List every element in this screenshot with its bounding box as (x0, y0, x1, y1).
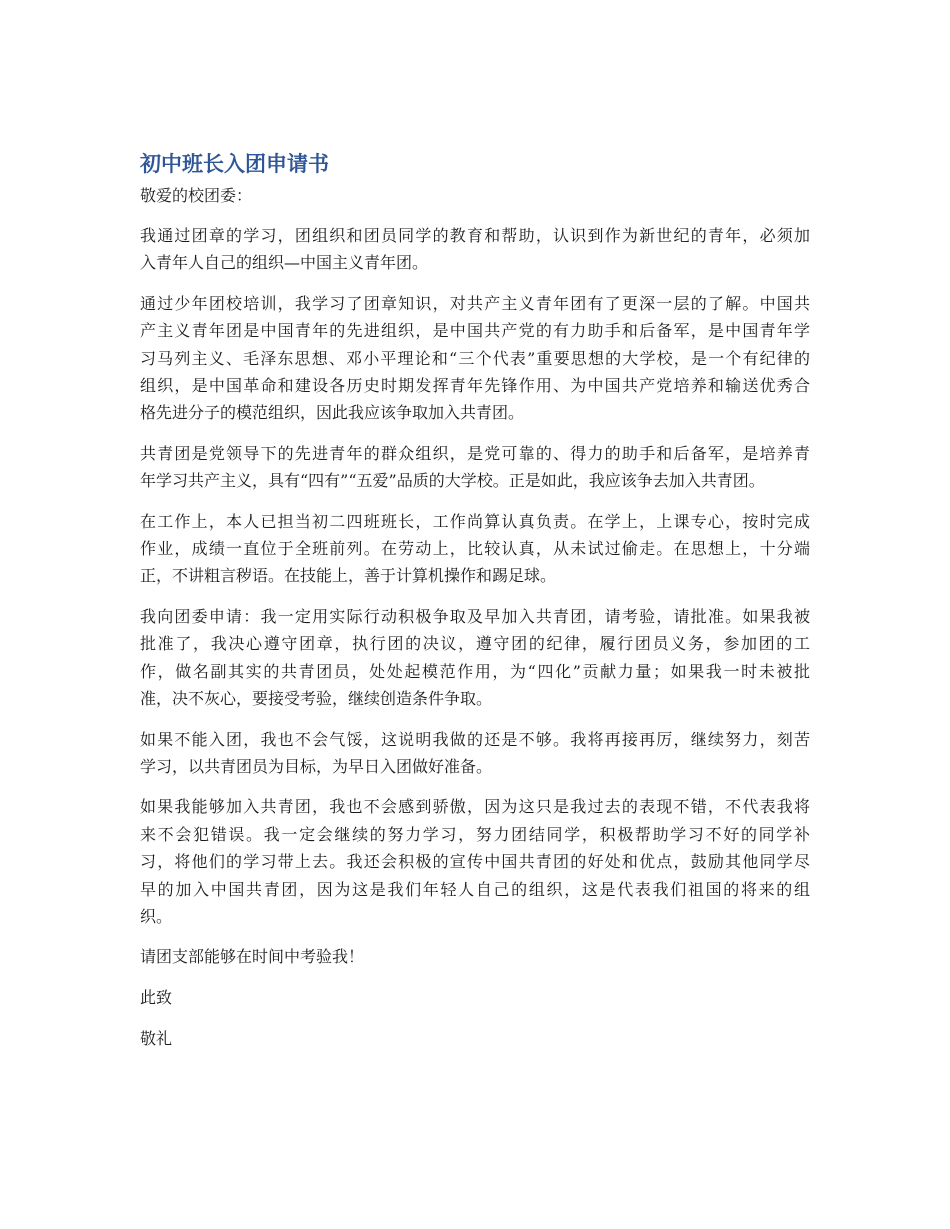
paragraph-line: 在工作上，本人已担当初二四班班长，工作尚算认真负责。在学上，上课专心，按时完成 (140, 511, 810, 531)
paragraph-line: 作业，成绩一直位于全班前列。在劳动上，比较认真，从未试过偷走。在思想上，十分端 (140, 539, 810, 559)
paragraph-3 (140, 440, 810, 495)
salutation: 敬爱的校团委： (140, 186, 253, 205)
paragraph-line: 如果我能够加入共青团，我也不会感到骄傲，因为这只是我过去的表现不错，不代表我将 (140, 797, 810, 817)
closing-salutation: 此致 (140, 988, 173, 1008)
paragraph-line: 组织，是中国革命和建设各历史时期发挥青年先锋作用、为中国共产党培养和输送优秀合 (140, 376, 810, 396)
paragraph-line: 习马列主义、毛泽东思想、邓小平理论和“三个代表”重要思想的大学校，是一个有纪律的 (140, 348, 810, 368)
paragraph-line: 如果不能入团，我也不会气馁，这说明我做的还是不够。我将再接再厉，继续努力，刻苦 (140, 729, 810, 749)
closing-request: 请团支部能够在时间中考验我！ (140, 947, 365, 967)
paragraph-7 (140, 793, 810, 930)
paragraph-line: 早的加入中国共青团，因为这是我们年轻人自己的组织，这是代表我们祖国的将来的组 (140, 879, 810, 899)
paragraph-line: 来不会犯错误。我一定会继续的努力学习，努力团结同学，积极帮助学习不好的同学补 (140, 824, 810, 844)
paragraph-line: 共青团是党领导下的先进青年的群众组织，是党可靠的、得力的助手和后备军，是培养青 (140, 443, 810, 463)
paragraph-2 (140, 290, 810, 427)
paragraph-line: 年学习共产主义，具有“四有”“五爱”品质的大学校。正是如此，我应该争去加入共青团。 (140, 471, 765, 491)
paragraph-line: 入青年人自己的组织—中国主义青年团。 (140, 253, 429, 273)
paragraph-1 (140, 222, 810, 277)
paragraph-line: 准，决不灰心，要接受考验，继续创造条件争取。 (140, 689, 493, 709)
closing-regards: 敬礼 (140, 1029, 173, 1049)
paragraph-line: 我向团委申请：我一定用实际行动积极争取及早加入共青团，请考验，请批准。如果我被 (140, 606, 810, 626)
paragraph-line: 批准了，我决心遵守团章，执行团的决议，遵守团的纪律，履行团员义务，参加团的工 (140, 634, 810, 654)
paragraph-4 (140, 508, 810, 590)
paragraph-5 (140, 603, 810, 713)
paragraph-line: 我通过团章的学习，团组织和团员同学的教育和帮助，认识到作为新世纪的青年，必须加 (140, 226, 810, 245)
document-body (140, 222, 810, 930)
document-title: 初中班长入团申请书 (140, 152, 329, 176)
paragraph-line: 正，不讲粗言秽语。在技能上，善于计算机操作和踢足球。 (140, 566, 557, 586)
paragraph-line: 格先进分子的模范组织，因此我应该争取加入共青团。 (140, 403, 525, 423)
paragraph-line: 产主义青年团是中国青年的先进组织，是中国共产党的有力助手和后备军，是中国青年学 (140, 321, 810, 341)
paragraph-line: 织。 (140, 906, 173, 926)
paragraph-line: 习，将他们的学习带上去。我还会积极的宣传中国共青团的好处和优点，鼓励其他同学尽 (140, 852, 810, 872)
paragraph-line: 通过少年团校培训，我学习了团章知识，对共产主义青年团有了更深一层的了解。中国共 (140, 293, 810, 313)
document-page (140, 148, 810, 1066)
paragraph-line: 作，做名副其实的共青团员，处处起模范作用，为“四化”贡献力量；如果我一时未被批 (140, 661, 810, 681)
paragraph-line: 学习，以共青团员为目标，为早日入团做好准备。 (140, 756, 493, 776)
paragraph-6 (140, 726, 810, 781)
